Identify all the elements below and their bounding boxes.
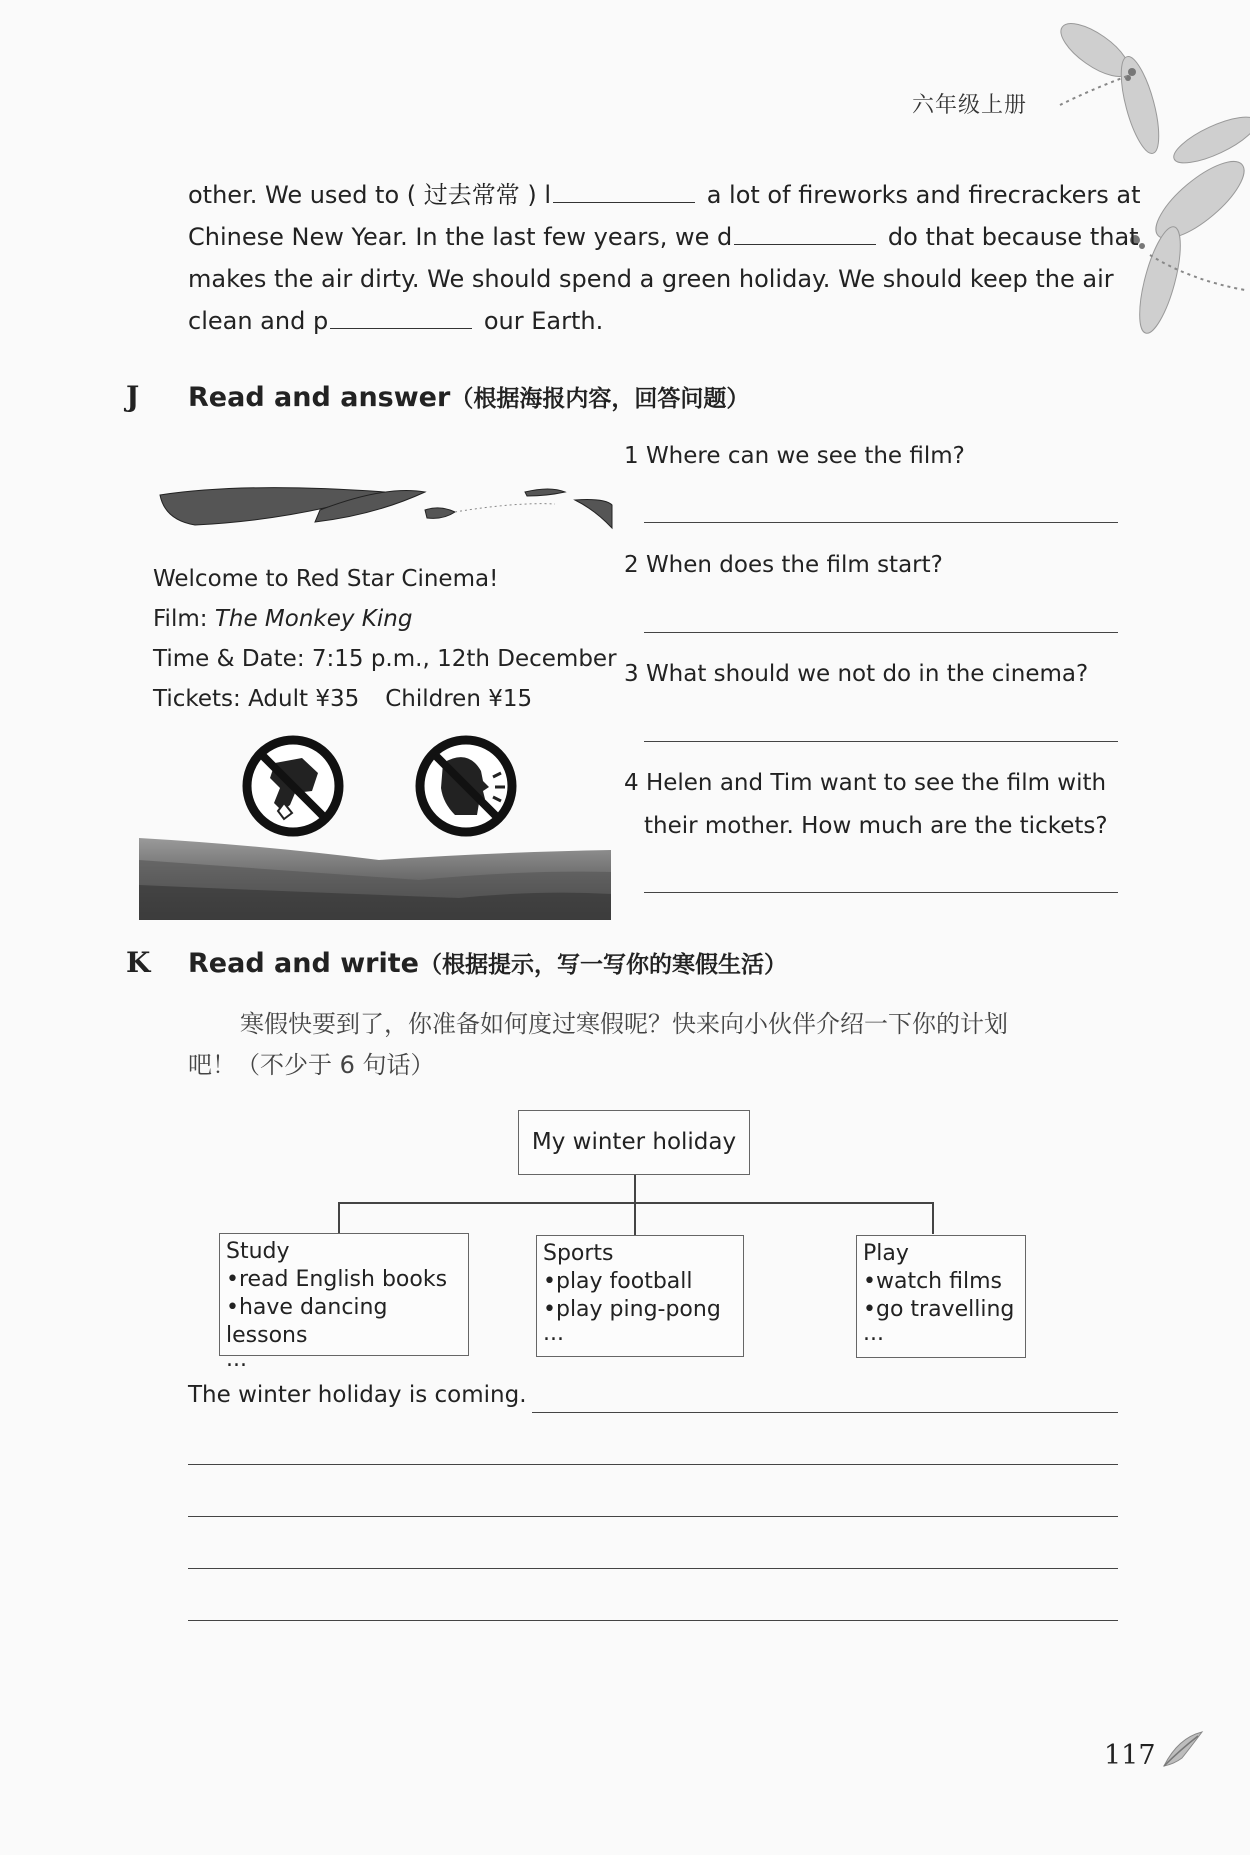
question-4-line-1: 4 Helen and Tim want to see the film with xyxy=(624,770,1107,796)
diagram-box-play xyxy=(856,1235,1026,1358)
passage-line-4 xyxy=(188,306,603,336)
question-1: 1 Where can we see the film? xyxy=(624,443,965,469)
section-title-en: Read and write xyxy=(188,948,419,979)
branch-item: ... xyxy=(863,1321,884,1346)
question-3: 3 What should we not do in the cinema? xyxy=(624,661,1089,687)
section-k-letter: K xyxy=(126,946,151,979)
branch-item: •read English books xyxy=(226,1267,448,1292)
poster-leaves-decoration xyxy=(155,480,615,550)
diagram-box-sports xyxy=(536,1235,744,1357)
poster-film-label: Film: xyxy=(153,606,215,632)
diagram-connector xyxy=(338,1202,934,1204)
branch-title: Play xyxy=(863,1241,909,1266)
section-title-en: Read and answer xyxy=(188,382,451,413)
question-2: 2 When does the film start? xyxy=(624,552,943,578)
section-title-cn: （根据提示，写一写你的寒假生活） xyxy=(418,952,787,978)
leaf-icon xyxy=(1160,1728,1206,1768)
branch-item: •watch films xyxy=(863,1269,1002,1294)
answer-line[interactable] xyxy=(644,741,1118,742)
diagram-box-study xyxy=(219,1233,469,1372)
writing-line[interactable] xyxy=(188,1568,1118,1569)
diagram-connector xyxy=(634,1175,636,1235)
branch-item: •go travelling xyxy=(863,1297,1015,1322)
branch-title: Study xyxy=(226,1239,290,1264)
poster-film-title: The Monkey King xyxy=(214,606,413,632)
writing-line[interactable] xyxy=(188,1516,1118,1517)
no-talking-icon xyxy=(413,733,519,839)
section-j-letter: J xyxy=(126,380,140,413)
answer-line[interactable] xyxy=(644,632,1118,633)
passage-text: do that because that xyxy=(887,223,1139,251)
diagram-root-box: My winter holiday xyxy=(518,1110,750,1175)
branch-item: •play ping-pong xyxy=(543,1297,721,1322)
answer-line[interactable] xyxy=(644,522,1118,523)
section-j-title xyxy=(188,380,749,413)
poster-time: Time & Date: 7:15 p.m., 12th December xyxy=(153,646,617,672)
section-k-intro-line-1: 寒假快要到了，你准备如何度过寒假呢？快来向小伙伴介绍一下你的计划 xyxy=(240,1010,1008,1038)
poster-tickets xyxy=(153,679,532,719)
passage-line-1 xyxy=(188,180,1141,210)
passage-text: Chinese New Year. In the last few years, we d xyxy=(188,223,733,251)
poster-welcome: Welcome to Red Star Cinema! xyxy=(153,566,499,592)
writing-line[interactable] xyxy=(188,1464,1118,1465)
poster-tickets-children: Children ¥15 xyxy=(385,686,533,712)
passage-text: a lot of fireworks and firecrackers at xyxy=(706,181,1141,209)
writing-line[interactable] xyxy=(188,1620,1118,1621)
answer-line[interactable] xyxy=(644,892,1118,893)
poster-tickets-adult: Tickets: Adult ¥35 xyxy=(153,686,360,712)
branch-item: ... xyxy=(226,1347,247,1372)
passage-text: our Earth. xyxy=(483,307,604,335)
passage-text: other. We used to ( 过去常常 ) l xyxy=(188,181,552,209)
section-k-title xyxy=(188,946,787,979)
section-k-intro-line-2: 吧！（不少于 6 句话） xyxy=(188,1051,435,1079)
branch-title: Sports xyxy=(543,1241,614,1266)
branch-item: •have dancing lessons xyxy=(226,1295,388,1348)
writing-starter: The winter holiday is coming. xyxy=(188,1382,527,1408)
diagram-connector xyxy=(338,1202,340,1234)
passage-line-3: makes the air dirty. We should spend a green holiday. We should keep the air xyxy=(188,265,1114,293)
poster-hills-decoration xyxy=(139,830,611,920)
page-number: 117 xyxy=(1104,1740,1156,1771)
passage-text: clean and p xyxy=(188,307,329,335)
poster-film xyxy=(153,599,412,639)
passage-line-2 xyxy=(188,222,1139,252)
section-title-cn: （根据海报内容，回答问题） xyxy=(450,386,750,412)
question-4-line-2: their mother. How much are the tickets? xyxy=(644,813,1108,839)
fill-blank[interactable] xyxy=(330,308,472,329)
no-littering-icon xyxy=(240,733,346,839)
branch-item: •play football xyxy=(543,1269,693,1294)
branch-item: ... xyxy=(543,1321,564,1346)
fill-blank[interactable] xyxy=(734,224,876,245)
grade-label: 六年级上册 xyxy=(912,93,1028,118)
fill-blank[interactable] xyxy=(553,182,695,203)
diagram-connector xyxy=(932,1202,934,1234)
writing-line[interactable] xyxy=(532,1412,1118,1413)
